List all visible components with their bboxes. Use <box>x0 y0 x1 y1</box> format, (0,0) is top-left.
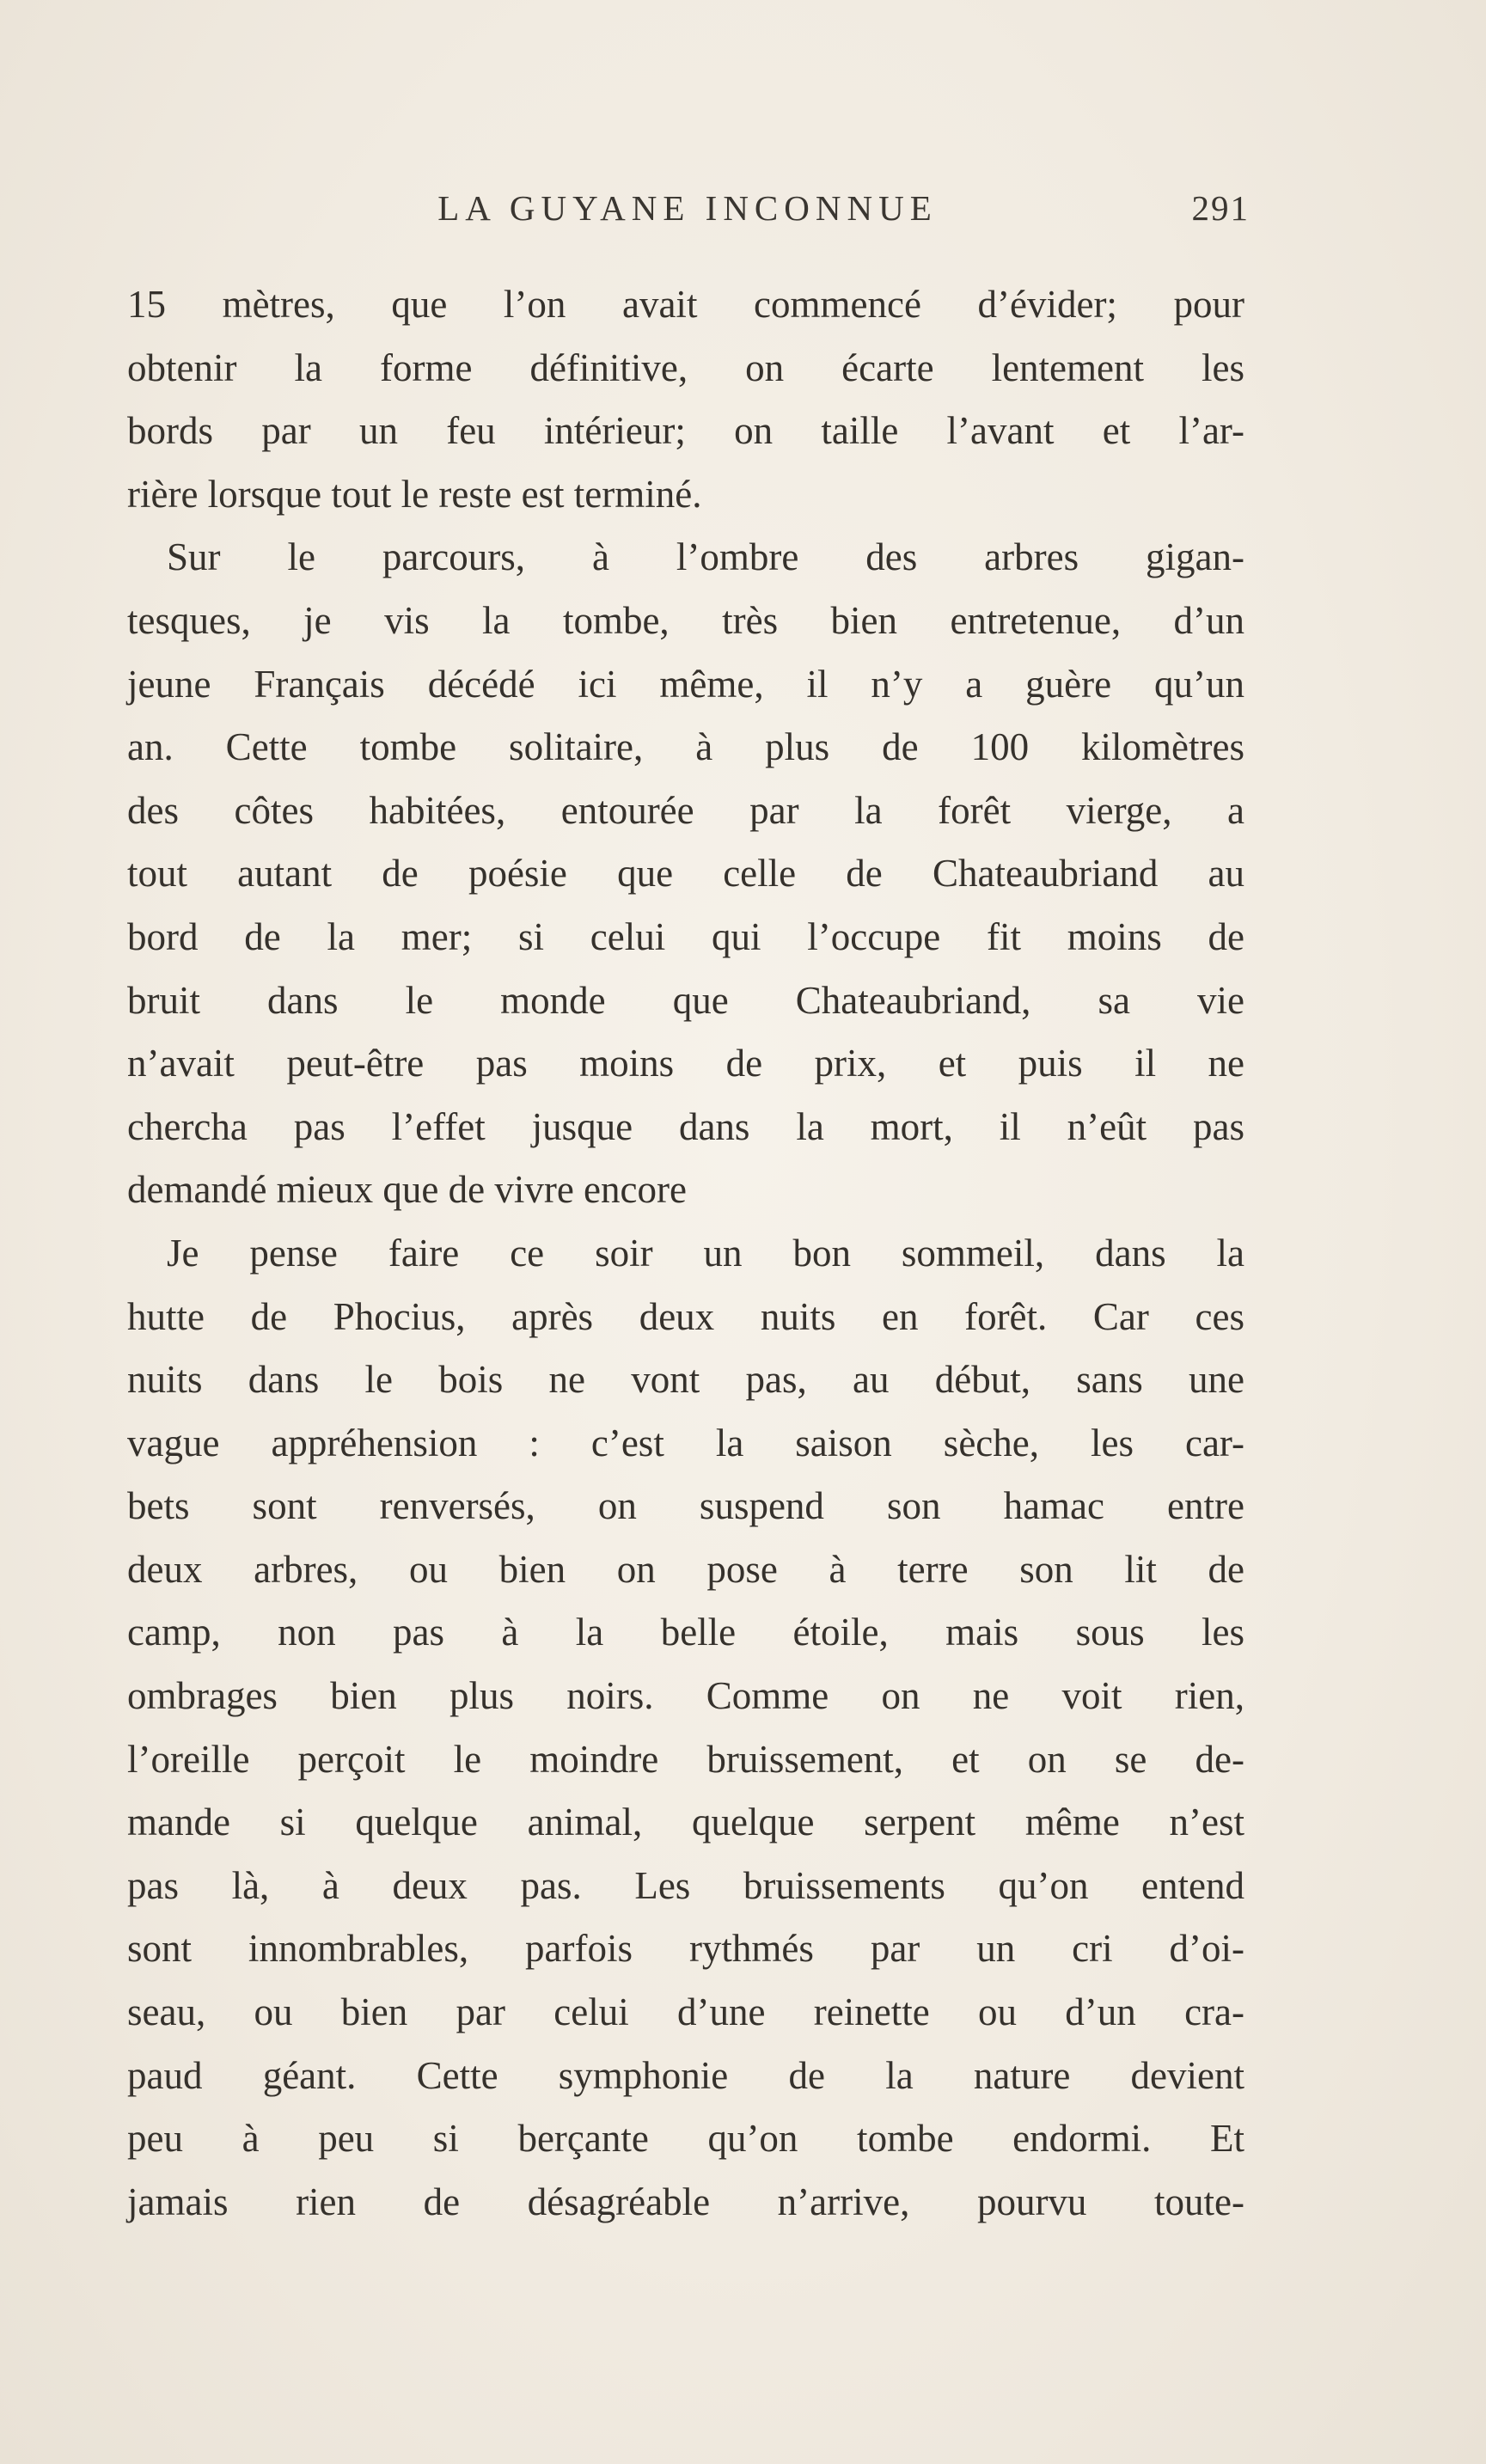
text-line: chercha pas l’effet jusque dans la mort, il n’eût pas <box>127 1104 1244 1148</box>
text-line: Je pense faire ce soir un bon sommeil, dans la <box>167 1231 1244 1275</box>
page-number: 291 <box>1191 188 1250 228</box>
text-line: Sur le parcours, à l’ombre des arbres gigan- <box>167 535 1244 579</box>
running-head: LA GUYANE INCONNUE <box>437 188 938 228</box>
text-line: bruit dans le monde que Chateaubriand, sa vie <box>127 978 1244 1022</box>
text-line: pas là, à deux pas. Les bruissements qu’on entend <box>127 1863 1244 1907</box>
text-line: seau, ou bien par celui d’une reinette ou d’un cra- <box>127 1990 1244 2034</box>
text-line: rière lorsque tout le reste est terminé. <box>127 472 702 516</box>
text-line: tesques, je vis la tombe, très bien entretenue, d’un <box>127 598 1244 642</box>
text-line: 15 mètres, que l’on avait commencé d’évider; pour <box>127 283 1244 326</box>
text-line: camp, non pas à la belle étoile, mais sous les <box>127 1611 1244 1654</box>
text-line: jeune Français décédé ici même, il n’y a guère qu’un <box>127 662 1244 706</box>
text-line: l’oreille perçoit le moindre bruissement, et on se de- <box>127 1737 1244 1781</box>
text-line: hutte de Phocius, après deux nuits en forêt. Car ces <box>127 1294 1244 1338</box>
body-text <box>127 273 1244 2234</box>
text-line: demandé mieux que de vivre encore <box>127 1168 687 1212</box>
page-header <box>129 187 1250 239</box>
text-line: n’avait peut-être pas moins de prix, et puis il ne <box>127 1042 1244 1085</box>
text-line: an. Cette tombe solitaire, à plus de 100 kilomètres <box>127 725 1244 769</box>
text-line: bords par un feu intérieur; on taille l’avant et l’ar- <box>127 409 1244 453</box>
text-line: tout autant de poésie que celle de Chateaubriand au <box>127 852 1244 896</box>
text-line: obtenir la forme définitive, on écarte lentement les <box>127 345 1244 389</box>
text-line: bets sont renversés, on suspend son hamac entre <box>127 1484 1244 1528</box>
text-line: deux arbres, ou bien on pose à terre son lit de <box>127 1547 1244 1591</box>
text-line: jamais rien de désagréable n’arrive, pourvu toute- <box>127 2180 1244 2223</box>
text-line: vague appréhension : c’est la saison sèche, les car- <box>127 1421 1244 1464</box>
text-line: ombrages bien plus noirs. Comme on ne voit rien, <box>127 1674 1244 1718</box>
text-line: sont innombrables, parfois rythmés par un cri d’oi- <box>127 1927 1244 1971</box>
text-line: bord de la mer; si celui qui l’occupe fit moins de <box>127 914 1244 958</box>
text-line: mande si quelque animal, quelque serpent même n’est <box>127 1801 1244 1844</box>
text-line: paud géant. Cette symphonie de la nature devient <box>127 2053 1244 2097</box>
text-line: des côtes habitées, entourée par la forêt vierge, a <box>127 788 1244 832</box>
text-line: peu à peu si berçante qu’on tombe endormi. Et <box>127 2117 1244 2161</box>
text-line: nuits dans le bois ne vont pas, au début, sans une <box>127 1358 1244 1402</box>
